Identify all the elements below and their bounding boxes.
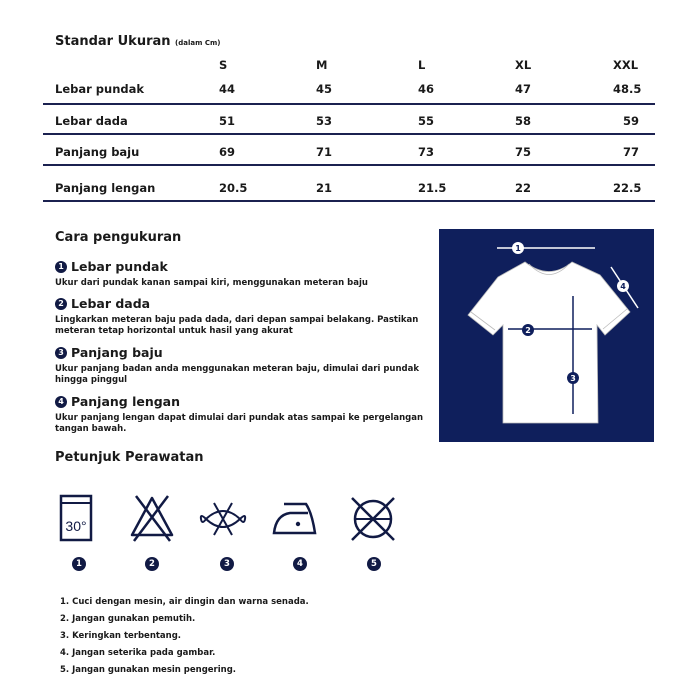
size-header: L (418, 58, 426, 72)
number-badge-icon: 4 (55, 396, 67, 408)
size-value: 75 (515, 145, 532, 159)
size-value: 48.5 (613, 82, 642, 96)
care-number-badge: 4 (293, 557, 307, 571)
care-title: Petunjuk Perawatan (55, 450, 204, 465)
size-value: 59 (623, 114, 640, 128)
size-value: 46 (418, 82, 435, 96)
care-instruction: 2. Jangan gunakan pemutih. (60, 614, 196, 624)
row-label: Panjang lengan (55, 181, 156, 195)
wash-temp-label: 30° (65, 518, 87, 534)
row-divider (43, 103, 655, 105)
care-instruction: 4. Jangan seterika pada gambar. (60, 648, 216, 658)
tshirt-measurement-diagram (435, 225, 660, 450)
size-value: 20.5 (219, 181, 248, 195)
marker-label: 3 (570, 374, 576, 383)
size-value: 58 (515, 114, 532, 128)
step-3-desc: Ukur panjang badan anda menggunakan meteran baju, dimulai dari pundak hingga pinggul (55, 364, 420, 385)
step-title-text: Panjang lengan (71, 394, 181, 409)
care-instruction: 1. Cuci dengan mesin, air dingin dan warna senada. (60, 597, 309, 607)
care-number-badge: 3 (220, 557, 234, 571)
size-value: 77 (623, 145, 640, 159)
row-label: Lebar pundak (55, 82, 145, 96)
size-value: 22.5 (613, 181, 642, 195)
size-value: 71 (316, 145, 333, 159)
step-4-title (55, 394, 180, 409)
size-header: M (316, 58, 328, 72)
step-2-title (55, 296, 150, 311)
marker-label: 1 (515, 244, 521, 253)
size-chart-title (55, 34, 220, 49)
step-4-desc: Ukur panjang lengan dapat dimulai dari pundak atas sampai ke pergelangan tangan bawah. (55, 413, 424, 434)
measure-title: Cara pengukuran (55, 230, 182, 245)
size-header: XL (515, 58, 532, 72)
marker-label: 2 (525, 326, 531, 335)
step-2-desc: Lingkarkan meteran baju pada dada, dari depan sampai belakang. Pastikan meteran tetap horizontal untuk hasil yang akurat (55, 315, 419, 336)
size-header: S (219, 58, 228, 72)
size-value: 51 (219, 114, 236, 128)
size-value: 21 (316, 181, 333, 195)
size-value: 44 (219, 82, 236, 96)
number-badge-icon: 1 (55, 261, 67, 273)
step-title-text: Lebar pundak (71, 259, 168, 274)
size-value: 55 (418, 114, 435, 128)
row-label: Lebar dada (55, 114, 128, 128)
size-value: 45 (316, 82, 333, 96)
step-1-desc: Ukur dari pundak kanan sampai kiri, menggunakan meteran baju (55, 278, 368, 288)
size-header: XXL (613, 58, 639, 72)
no-bleach-icon (127, 493, 177, 543)
step-1-title (55, 259, 168, 274)
row-divider (43, 200, 655, 202)
row-divider (43, 164, 655, 166)
size-value: 22 (515, 181, 532, 195)
care-number-badge: 5 (367, 557, 381, 571)
iron-icon (270, 493, 320, 543)
row-label: Panjang baju (55, 145, 140, 159)
size-value: 53 (316, 114, 333, 128)
dry-flat-icon (198, 493, 248, 543)
unit-note: (dalam Cm) (175, 39, 221, 47)
number-badge-icon: 2 (55, 298, 67, 310)
care-number-badge: 2 (145, 557, 159, 571)
wash-30-icon (55, 493, 105, 543)
size-value: 73 (418, 145, 435, 159)
care-instruction: 5. Jangan gunakan mesin pengering. (60, 665, 237, 675)
size-chart-title-text: Standar Ukuran (55, 34, 171, 49)
care-number-badge: 1 (72, 557, 86, 571)
size-value: 47 (515, 82, 532, 96)
care-instruction: 3. Keringkan terbentang. (60, 631, 182, 641)
step-title-text: Lebar dada (71, 296, 151, 311)
number-badge-icon: 3 (55, 347, 67, 359)
step-title-text: Panjang baju (71, 345, 163, 360)
marker-label: 4 (620, 282, 626, 291)
row-divider (43, 133, 655, 135)
no-tumble-dry-icon (348, 493, 398, 543)
size-value: 21.5 (418, 181, 447, 195)
size-value: 69 (219, 145, 236, 159)
step-3-title (55, 345, 163, 360)
